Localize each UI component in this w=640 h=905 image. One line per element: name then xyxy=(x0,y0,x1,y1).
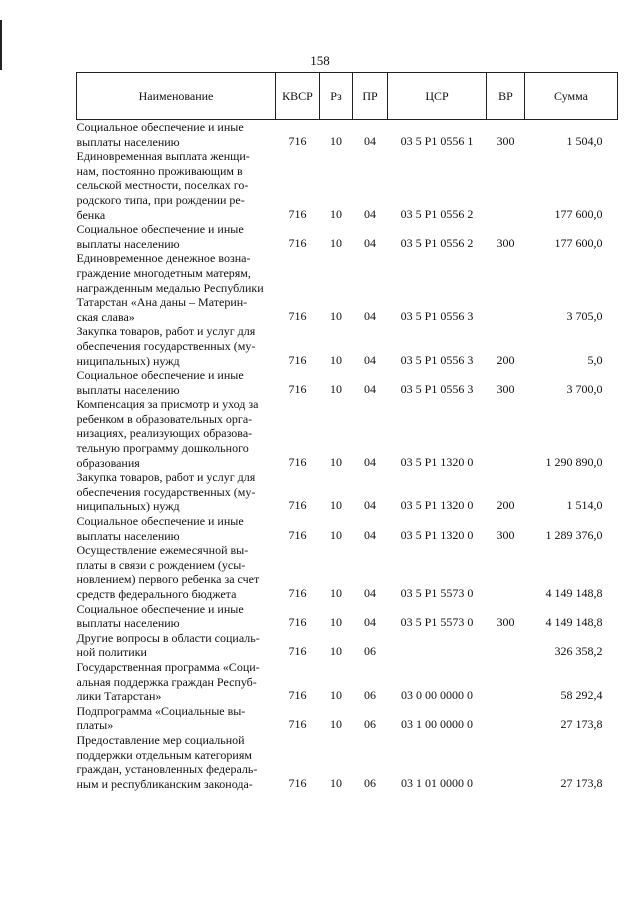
sum-cell: 3 700,0 xyxy=(566,381,603,396)
header-name: Наименование xyxy=(77,73,276,120)
kvsr-cell: 716 xyxy=(288,454,307,469)
table-row xyxy=(77,470,618,514)
sum-cell: 4 149 148,8 xyxy=(545,615,603,630)
vr-cell: 300 xyxy=(496,235,515,250)
sum-cell: 177 600,0 xyxy=(554,235,603,250)
vr-cell: 300 xyxy=(496,527,515,542)
header-rz: Рз xyxy=(320,73,353,120)
name-cell: Социальное обеспечение и иные выплаты населению xyxy=(76,601,244,631)
csr-cell: 03 0 00 0000 0 xyxy=(401,688,473,703)
table-row xyxy=(77,543,618,601)
vr-cell: 300 xyxy=(496,615,515,630)
name-cell: Единовременное денежное возна- граждение многодетным матерям, награжденным медалью Республики Татарстан «Ана даны – Материн- ская слава» xyxy=(76,251,264,324)
kvsr-cell: 716 xyxy=(288,206,307,221)
kvsr-cell: 716 xyxy=(288,775,307,790)
name-cell: Закупка товаров, работ и услуг для обеспечения государственных (му- ниципальных) нужд xyxy=(76,470,256,514)
pr-cell: 06 xyxy=(364,644,376,659)
vr-cell: 300 xyxy=(496,133,515,148)
pr-cell: 04 xyxy=(364,615,376,630)
sum-cell: 177 600,0 xyxy=(554,206,603,221)
kvsr-cell: 716 xyxy=(288,586,307,600)
rz-cell: 10 xyxy=(330,498,342,513)
rz-cell: 10 xyxy=(330,352,342,367)
sum-cell: 58 292,4 xyxy=(560,688,603,703)
csr-cell: 03 5 P1 0556 3 xyxy=(400,381,474,396)
rz-cell: 10 xyxy=(330,308,342,323)
kvsr-cell: 716 xyxy=(288,527,307,542)
sum-cell: 1 290 890,0 xyxy=(545,454,603,469)
name-cell: Социальное обеспечение и иные выплаты населению xyxy=(76,514,244,543)
header-csr: ЦСР xyxy=(388,73,487,120)
name-cell: Государственная программа «Соци- альная поддержка граждан Респуб- лики Татарстан» xyxy=(76,659,260,704)
sum-cell: 1 504,0 xyxy=(566,133,603,148)
pr-cell: 04 xyxy=(364,527,376,542)
kvsr-cell: 716 xyxy=(288,381,307,396)
name-cell: Другие вопросы в области социаль- ной политики xyxy=(76,630,260,660)
table-row xyxy=(77,602,618,631)
rz-cell: 10 xyxy=(330,688,342,703)
rz-cell: 10 xyxy=(330,527,342,542)
name-cell: Единовременная выплата женщи- нам, постоянно проживающим в сельской местности, поселках го- родского типа, при рождении ре- бенка xyxy=(76,149,250,222)
sum-cell: 1 289 376,0 xyxy=(545,527,603,542)
header-vr: ВР xyxy=(487,73,525,120)
csr-cell: 03 5 P1 5573 0 xyxy=(400,586,474,600)
csr-cell: 03 5 P1 1320 0 xyxy=(400,527,474,542)
rz-cell: 10 xyxy=(330,454,342,469)
sum-cell: 4 149 148,8 xyxy=(545,586,603,600)
name-cell: Предоставление мер социальной поддержки отдельным категориям граждан, установленных федераль- ным и республиканским законода- xyxy=(76,732,258,791)
vr-cell xyxy=(487,704,525,733)
pr-cell: 04 xyxy=(364,498,376,513)
vr-cell xyxy=(487,543,525,601)
pr-cell: 06 xyxy=(364,717,376,732)
csr-cell: 03 5 P1 1320 0 xyxy=(400,498,474,513)
csr-cell: 03 5 P1 0556 3 xyxy=(400,352,474,367)
rz-cell: 10 xyxy=(330,615,342,630)
table-row xyxy=(77,368,618,397)
pr-cell: 04 xyxy=(364,352,376,367)
pr-cell: 04 xyxy=(364,308,376,323)
vr-cell: 200 xyxy=(496,498,515,513)
sum-cell: 326 358,2 xyxy=(554,644,603,659)
pr-cell: 06 xyxy=(364,775,376,790)
rz-cell: 10 xyxy=(330,775,342,790)
csr-cell: 03 5 P1 0556 1 xyxy=(400,133,474,148)
rz-cell: 10 xyxy=(330,133,342,148)
pr-cell: 04 xyxy=(364,454,376,469)
vr-cell xyxy=(487,397,525,470)
sum-cell: 27 173,8 xyxy=(560,775,603,790)
csr-cell xyxy=(388,631,487,660)
rz-cell: 10 xyxy=(330,381,342,396)
csr-cell: 03 5 P1 0556 3 xyxy=(400,308,474,323)
kvsr-cell: 716 xyxy=(288,352,307,367)
kvsr-cell: 716 xyxy=(288,644,307,659)
table-header-row xyxy=(77,73,618,120)
sum-cell: 3 705,0 xyxy=(566,308,603,323)
name-cell: Социальное обеспечение и иные выплаты населению xyxy=(76,120,244,149)
sum-cell: 5,0 xyxy=(587,352,603,367)
sum-cell: 1 514,0 xyxy=(566,498,603,513)
vr-cell xyxy=(487,631,525,660)
vr-cell xyxy=(487,149,525,222)
name-cell: Социальное обеспечение и иные выплаты населению xyxy=(76,222,244,251)
vr-cell xyxy=(487,660,525,704)
table-row xyxy=(77,120,618,150)
table-row xyxy=(77,251,618,324)
budget-table xyxy=(76,72,618,791)
table-row xyxy=(77,704,618,733)
rz-cell: 10 xyxy=(330,235,342,250)
pr-cell: 04 xyxy=(364,133,376,148)
kvsr-cell: 716 xyxy=(288,133,307,148)
name-cell: Подпрограмма «Социальные вы- платы» xyxy=(76,703,246,733)
kvsr-cell: 716 xyxy=(288,688,307,703)
rz-cell: 10 xyxy=(330,206,342,221)
rz-cell: 10 xyxy=(330,644,342,659)
table-row xyxy=(77,222,618,251)
csr-cell: 03 5 P1 0556 2 xyxy=(400,206,474,221)
csr-cell: 03 5 P1 0556 2 xyxy=(400,235,474,250)
vr-cell: 200 xyxy=(496,352,515,367)
table-row xyxy=(77,631,618,660)
vr-cell xyxy=(487,251,525,324)
page-number: 158 xyxy=(310,53,330,68)
header-kvsr: КВСР xyxy=(276,73,320,120)
kvsr-cell: 716 xyxy=(288,235,307,250)
table-body xyxy=(77,120,618,792)
csr-cell: 03 1 01 0000 0 xyxy=(401,775,473,790)
csr-cell: 03 5 P1 1320 0 xyxy=(400,454,474,469)
vr-cell xyxy=(487,733,525,791)
name-cell: Закупка товаров, работ и услуг для обеспечения государственных (му- ниципальных) нужд xyxy=(76,324,256,368)
sum-cell: 27 173,8 xyxy=(560,717,603,732)
pr-cell: 04 xyxy=(364,206,376,221)
rz-cell: 10 xyxy=(330,717,342,732)
pr-cell: 04 xyxy=(364,586,376,600)
table-row xyxy=(77,514,618,543)
table-row xyxy=(77,149,618,222)
kvsr-cell: 716 xyxy=(288,615,307,630)
header-pr: ПР xyxy=(353,73,388,120)
pr-cell: 04 xyxy=(364,235,376,250)
table-row xyxy=(77,660,618,704)
table-row xyxy=(77,397,618,470)
rz-cell: 10 xyxy=(330,586,342,600)
name-cell: Компенсация за присмотр и уход за ребенком в образовательных орга- низациях, реализующих образова- тельную программу дошкольного образования xyxy=(76,397,259,470)
pr-cell: 06 xyxy=(364,688,376,703)
vr-cell: 300 xyxy=(496,381,515,396)
kvsr-cell: 716 xyxy=(288,717,307,732)
kvsr-cell: 716 xyxy=(288,498,307,513)
kvsr-cell: 716 xyxy=(288,308,307,323)
header-sum: Сумма xyxy=(525,73,618,120)
name-cell: Социальное обеспечение и иные выплаты населению xyxy=(76,368,244,397)
table-row xyxy=(77,733,618,791)
table-row xyxy=(77,324,618,368)
csr-cell: 03 5 P1 5573 0 xyxy=(400,615,474,630)
csr-cell: 03 1 00 0000 0 xyxy=(401,717,473,732)
pr-cell: 04 xyxy=(364,381,376,396)
name-cell: Осуществление ежемесячной вы- платы в связи с рождением (усы- новлением) первого ребенка за счет средств федерального бюджета xyxy=(76,543,260,601)
